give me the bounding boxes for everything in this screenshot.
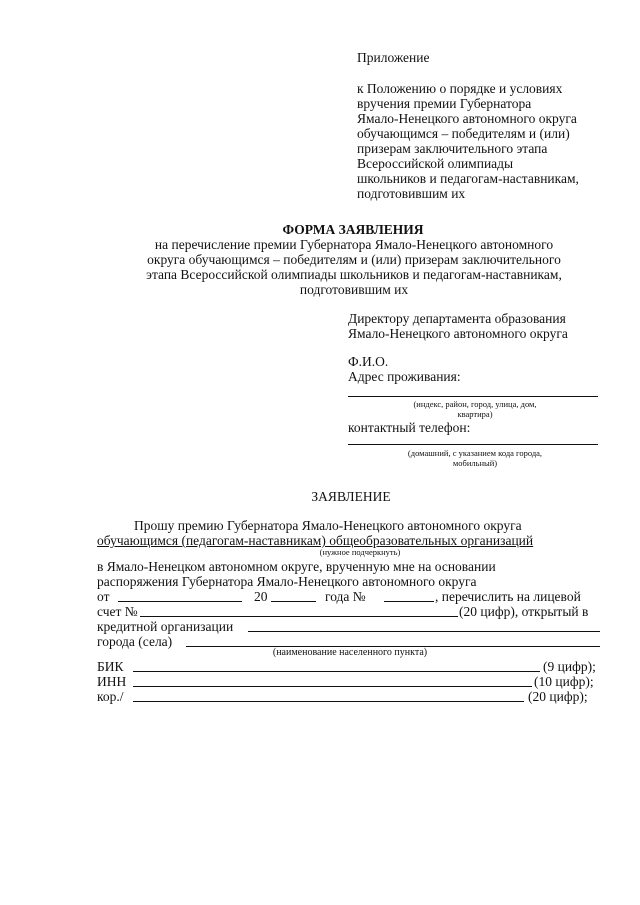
order-number-field[interactable] [384,601,434,602]
address-label: Адрес проживания: [348,369,461,384]
appendix-line: призерам заключительного этапа [357,141,548,156]
city-label: города (села) [97,634,173,649]
choice-hint: (нужное подчеркнуть) [319,547,401,557]
appendix-title: Приложение [357,50,430,65]
correspondent-field[interactable] [133,701,524,702]
form-title-line: подготовившим их [299,282,409,297]
bank-label: кредитной организации [97,619,234,634]
form-title-line: округа обучающимся – победителям и (или) призерам заключительного [147,252,561,267]
recipient-choice[interactable]: обучающимся (педагогам-наставникам) общеобразовательных организаций [97,533,534,548]
appendix-line: вручения премии Губернатора [357,96,532,111]
fio-label: Ф.И.О. [348,354,389,369]
statement-text: в Ямало-Ненецком автономном округе, врученную мне на основании [97,559,496,574]
phone-field[interactable] [348,444,598,445]
phone-hint: (домашний, с указанием кода города, [407,448,543,458]
account-field[interactable] [140,616,458,617]
statement-heading: ЗАЯВЛЕНИЕ [311,489,391,504]
address-field[interactable] [348,396,598,397]
addressee-line: Директору департамента образования [348,311,566,326]
addressee-line: Ямало-Ненецкого автономного округа [348,326,568,341]
appendix-line: Всероссийской олимпиады [357,156,514,171]
phone-label: контактный телефон: [348,420,471,435]
address-hint: (индекс, район, город, улица, дом, [413,399,537,409]
inn-hint: (10 цифр); [534,674,594,689]
appendix-line: подготовившим их [357,186,466,201]
appendix-line: к Положению о порядке и условиях [357,81,563,96]
form-title-line: этапа Всероссийской олимпиады школьников и педагогам-наставникам, [146,267,562,282]
date-prefix: от [97,589,110,604]
inn-field[interactable] [133,686,532,687]
appendix-line: школьников и педагогам-наставникам, [357,171,579,186]
appendix-line: обучающимся – победителям и (или) [357,126,570,141]
phone-hint: мобильный) [452,458,498,468]
bik-label: БИК [97,659,124,674]
year-prefix: 20 [254,589,268,604]
statement-text: Прошу премию Губернатора Ямало-Ненецкого автономного округа [134,518,522,533]
appendix-line: Ямало-Ненецкого автономного округа [357,111,577,126]
bank-field[interactable] [248,631,600,632]
account-label: счет № [97,604,138,619]
form-title-line: на перечисление премии Губернатора Ямало-Ненецкого автономного [154,237,554,252]
statement-text: , перечислить на лицевой [435,589,581,604]
correspondent-label: кор./ [97,689,124,704]
account-hint: (20 цифр), открытый в [459,604,589,619]
address-hint: квартира) [457,409,493,419]
order-number-label: года № [325,589,366,604]
bik-hint: (9 цифр); [543,659,596,674]
city-hint: (наименование населенного пункта) [272,647,428,658]
year-field[interactable] [271,601,316,602]
correspondent-hint: (20 цифр); [528,689,588,704]
bik-field[interactable] [133,671,540,672]
form-title: ФОРМА ЗАЯВЛЕНИЯ [282,222,424,237]
statement-text: распоряжения Губернатора Ямало-Ненецкого автономного округа [97,574,477,589]
date-field[interactable] [118,601,242,602]
inn-label: ИНН [97,674,127,689]
